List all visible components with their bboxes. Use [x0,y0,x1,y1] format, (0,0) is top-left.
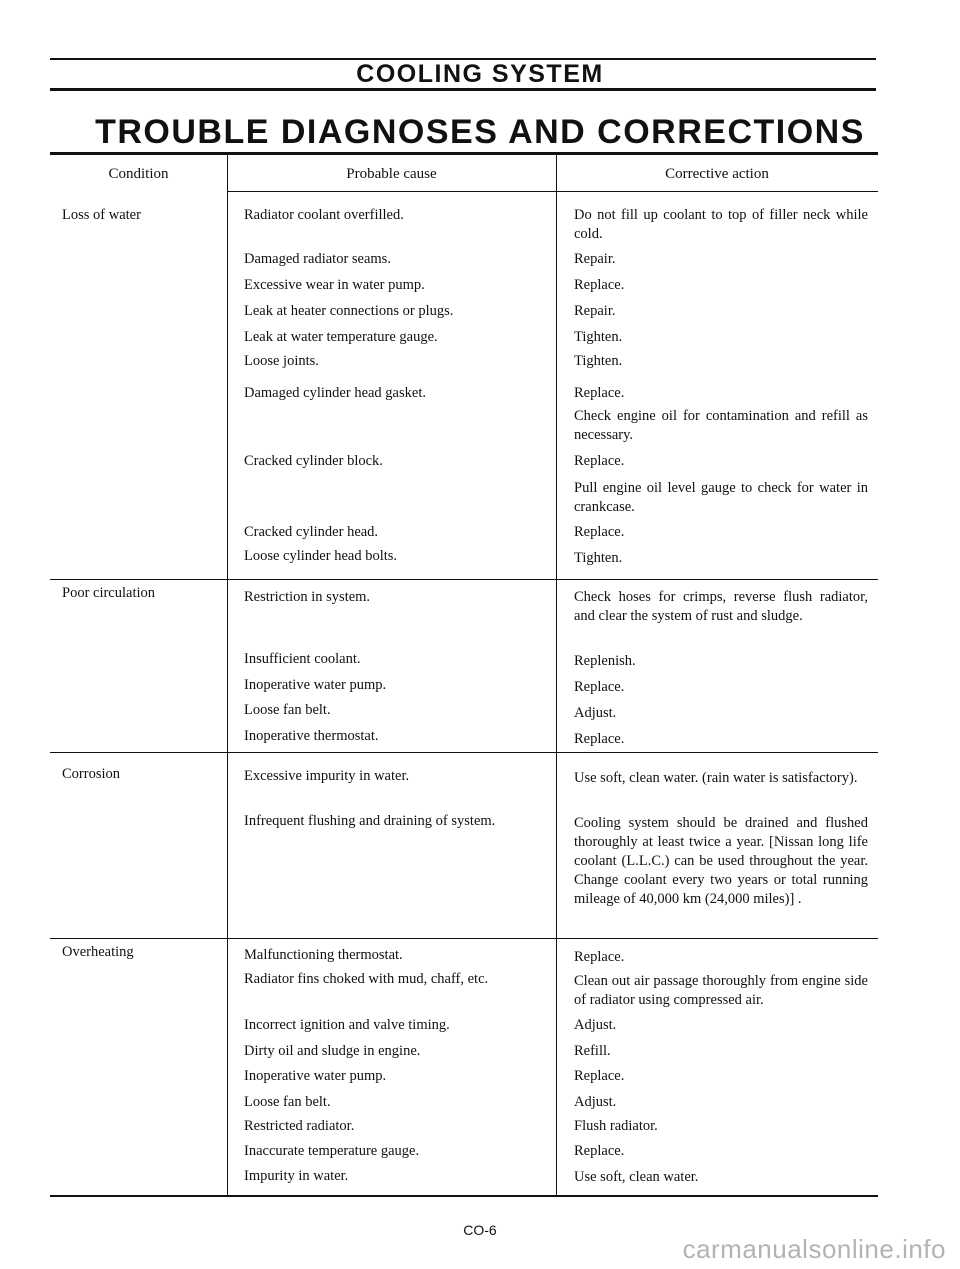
cause-cell: Inaccurate temperature gauge. [244,1143,420,1159]
cause-cell: Radiator fins choked with mud, chaff, etc. [244,971,489,987]
watermark: carmanualsonline.info [682,1234,946,1264]
action-cell: Replace. [574,1068,625,1084]
cause-cell: Impurity in water. [244,1168,349,1184]
action-cell: Cooling system should be drained and flushed thoroughly at least twice a year. [Nissan long life coolant (L.L.C.) can be used throughout the year. Change coolant every two years or total running mileage of 40,000 km (24,000 miles)] . [574,815,868,907]
action-cell: Replace. [574,277,625,293]
condition-loss-of-water: Loss of water [62,207,141,223]
condition-overheating: Overheating [62,944,134,960]
action-cell: Pull engine oil level gauge to check for water in crankcase. [574,480,868,515]
cause-cell: Loose joints. [244,353,319,369]
header-rule [228,191,878,192]
cause-cell: Infrequent flushing and draining of system. [244,813,496,829]
cause-cell: Dirty oil and sludge in engine. [244,1043,421,1059]
action-cell: Clean out air passage thoroughly from engine side of radiator using compressed air. [574,973,868,1008]
table-top-rule [50,152,878,155]
action-cell: Use soft, clean water. [574,1169,699,1185]
section-title: COOLING SYSTEM [356,60,604,88]
cause-cell: Radiator coolant overfilled. [244,207,404,223]
action-cell: Replace. [574,453,625,469]
action-cell: Check hoses for crimps, reverse flush radiator, and clear the system of rust and sludge. [574,589,868,624]
action-cell: Use soft, clean water. (rain water is satisfactory). [574,770,858,786]
cause-cell: Restricted radiator. [244,1118,355,1134]
action-cell: Tighten. [574,329,623,345]
action-cell: Replace. [574,385,625,401]
cause-cell: Damaged cylinder head gasket. [244,385,426,401]
cause-cell: Inoperative thermostat. [244,728,379,744]
cause-cell: Insufficient coolant. [244,651,361,667]
table-bottom-rule [50,1195,878,1197]
page-number: CO-6 [463,1222,497,1238]
cause-cell: Excessive impurity in water. [244,768,410,784]
action-cell: Replace. [574,524,625,540]
group-rule-2 [50,752,878,753]
action-cell: Flush radiator. [574,1118,658,1134]
cause-cell: Leak at water temperature gauge. [244,329,438,345]
header-condition: Condition [108,166,169,182]
action-cell: Tighten. [574,353,623,369]
condition-poor-circulation: Poor circulation [62,585,156,601]
action-cell: Adjust. [574,1094,617,1110]
cause-cell: Damaged radiator seams. [244,251,391,267]
action-cell: Replace. [574,731,625,747]
page-title: TROUBLE DIAGNOSES AND CORRECTIONS [95,113,865,151]
cause-cell: Malfunctioning thermostat. [244,947,403,963]
cause-cell: Restriction in system. [244,589,371,605]
action-cell: Tighten. [574,550,623,566]
cause-cell: Loose cylinder head bolts. [244,548,398,564]
action-cell: Adjust. [574,705,617,721]
action-cell: Do not fill up coolant to top of filler neck while cold. [574,207,868,242]
header-corrective-action: Corrective action [665,166,769,182]
action-cell: Replace. [574,1143,625,1159]
action-cell: Replace. [574,949,625,965]
group-rule-3 [50,938,878,939]
cause-cell: Excessive wear in water pump. [244,277,425,293]
cause-cell: Cracked cylinder head. [244,524,379,540]
condition-corrosion: Corrosion [62,766,120,782]
cause-cell: Loose fan belt. [244,1094,331,1110]
section-rule [50,88,876,91]
action-cell: Adjust. [574,1017,617,1033]
action-cell: Refill. [574,1043,611,1059]
column-divider-2 [556,152,557,1196]
cause-cell: Inoperative water pump. [244,677,387,693]
action-cell: Repair. [574,303,616,319]
action-cell: Check engine oil for contamination and refill as necessary. [574,408,868,443]
action-cell: Repair. [574,251,616,267]
cause-cell: Incorrect ignition and valve timing. [244,1017,450,1033]
cause-cell: Loose fan belt. [244,702,331,718]
header-probable-cause: Probable cause [346,166,437,182]
cause-cell: Cracked cylinder block. [244,453,383,469]
cause-cell: Inoperative water pump. [244,1068,387,1084]
cause-cell: Leak at heater connections or plugs. [244,303,454,319]
action-cell: Replenish. [574,653,636,669]
action-cell: Replace. [574,679,625,695]
column-divider-1 [227,152,228,1196]
group-rule-1 [50,579,878,580]
